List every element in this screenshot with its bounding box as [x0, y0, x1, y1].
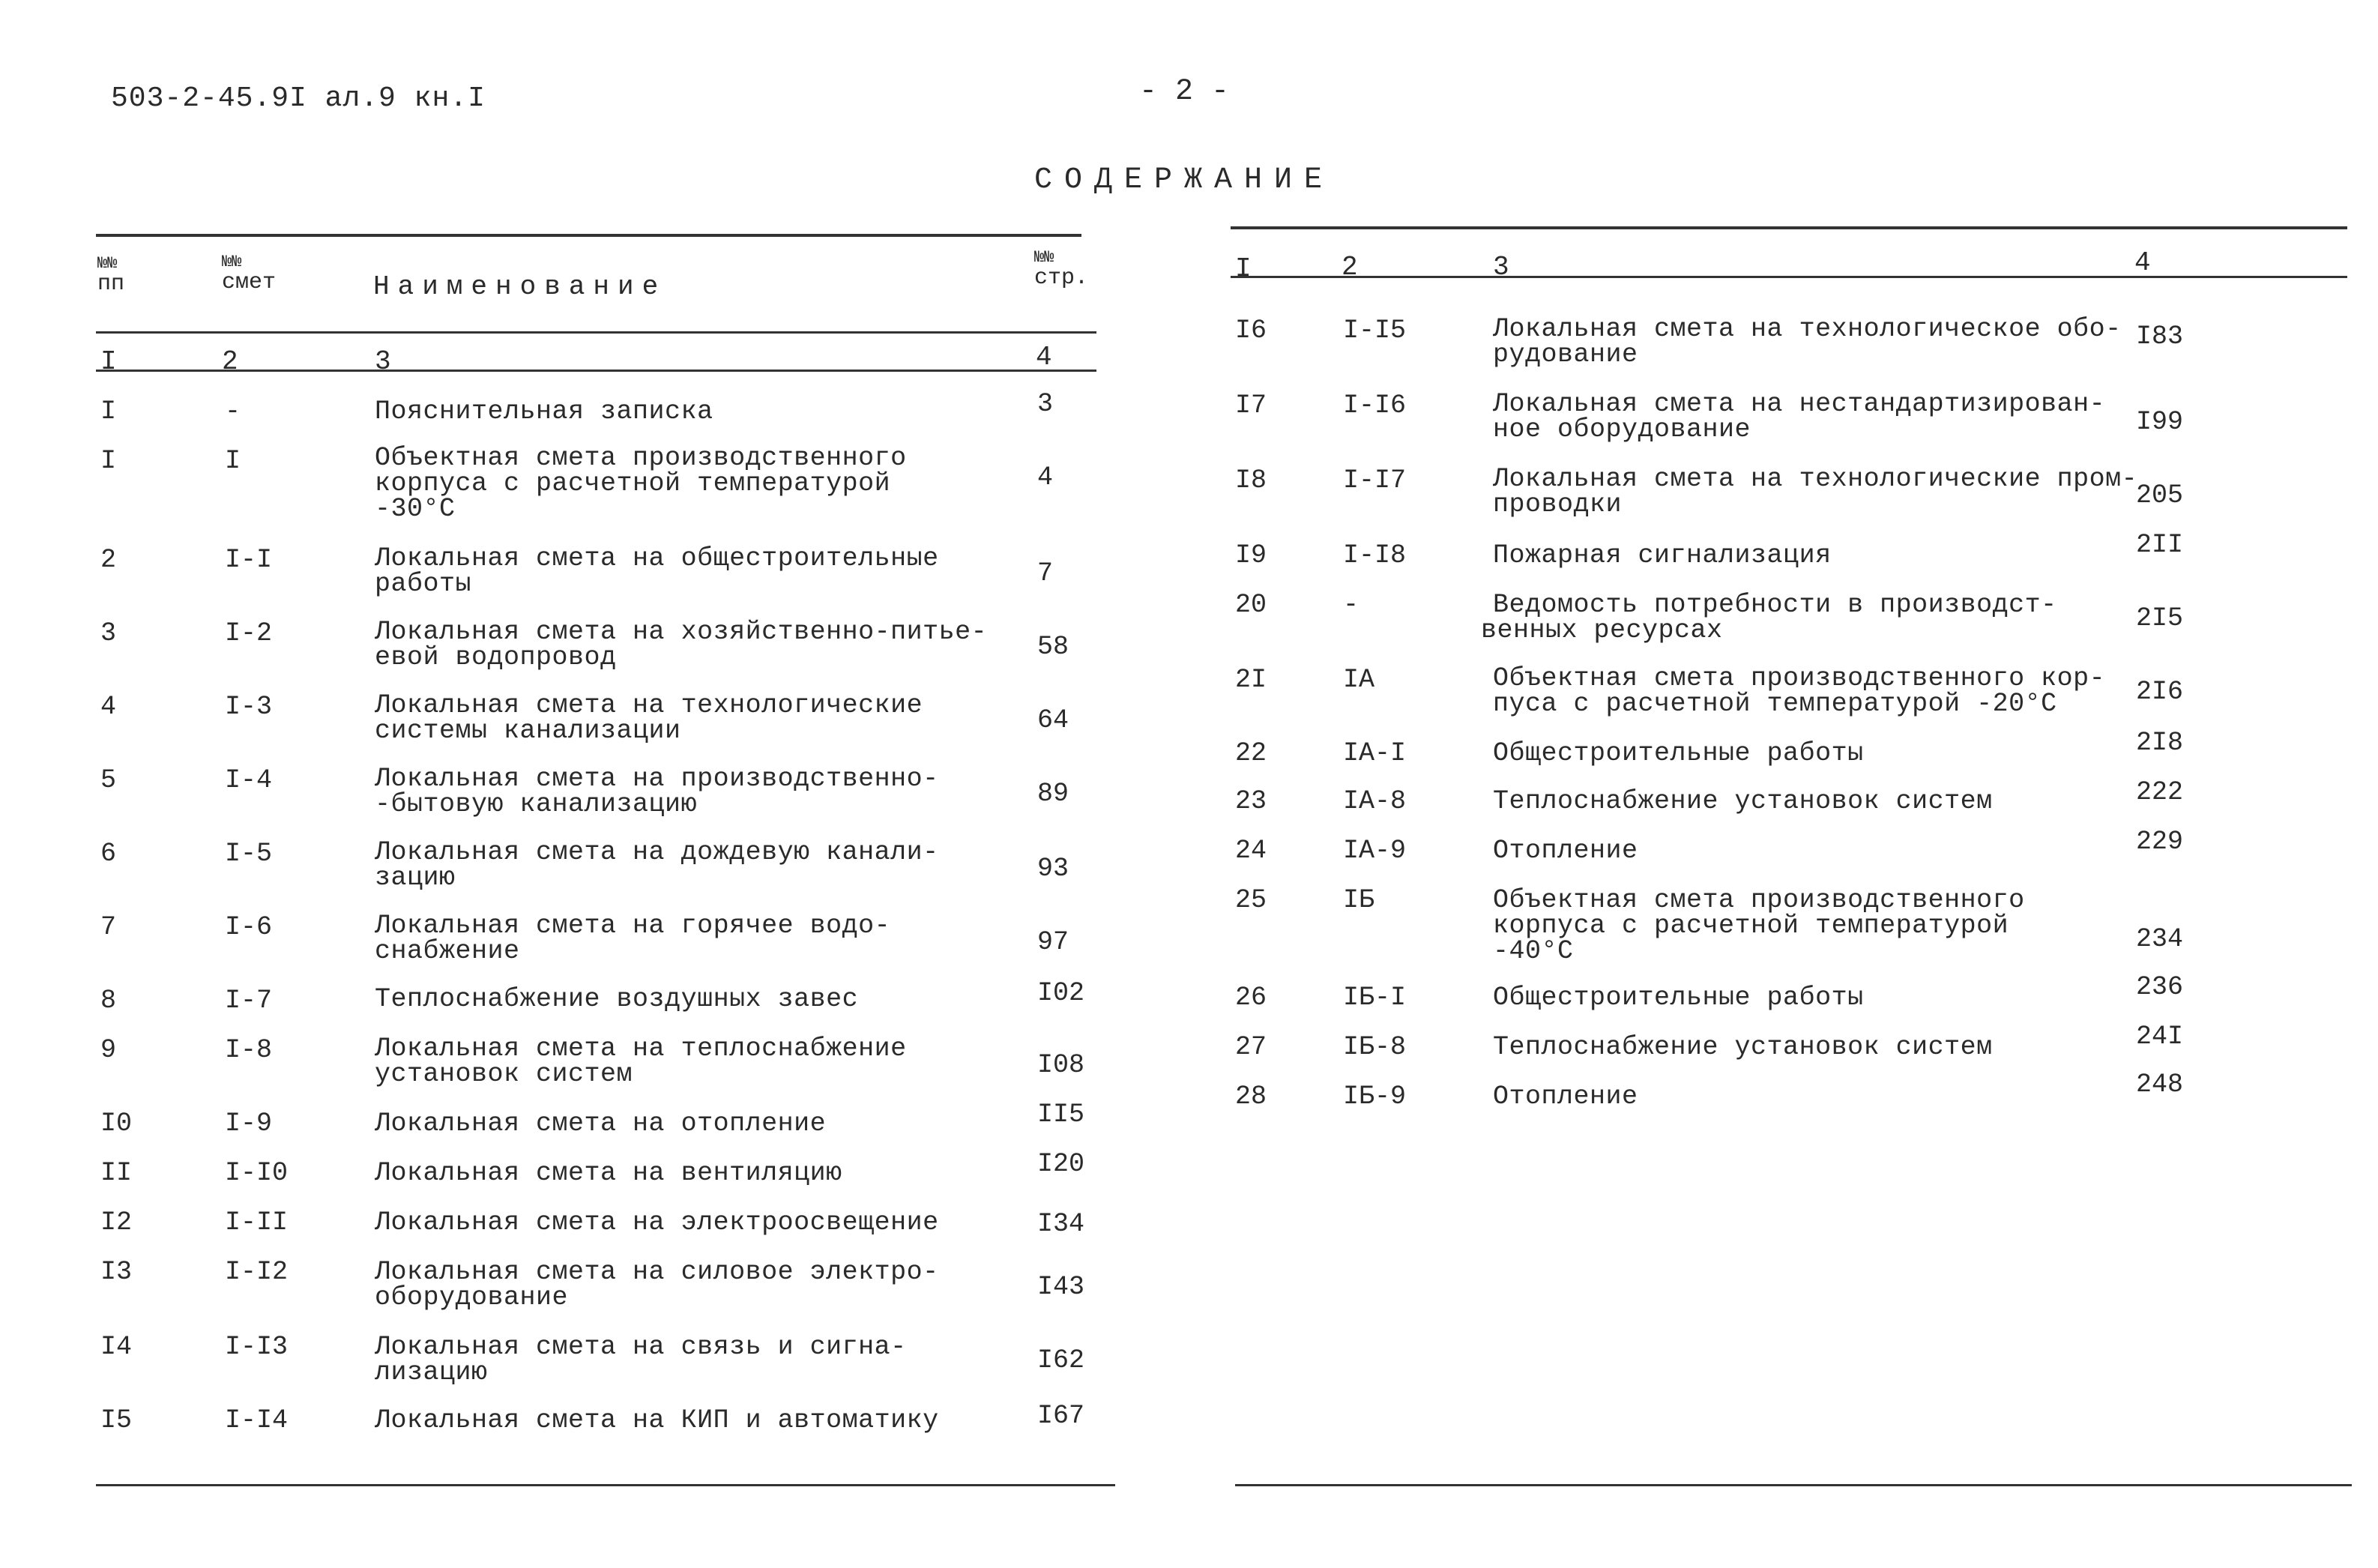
page-title: СОДЕРЖАНИЕ	[1034, 163, 1335, 197]
row-number: 3	[100, 618, 117, 648]
item-name	[1493, 1082, 1638, 1112]
left-colnum-2: 2	[222, 346, 238, 377]
name-line: Теплоснабжение установок систем	[1493, 786, 1993, 816]
name-line: Локальная смета на силовое электро-	[375, 1257, 939, 1287]
left-colnum-1: I	[100, 346, 117, 377]
right-colnum-2: 2	[1342, 252, 1358, 283]
estimate-number: I-II	[225, 1207, 289, 1237]
left-colnum-4: 4	[1036, 342, 1052, 373]
estimate-number: IБ	[1343, 885, 1375, 915]
page-ref: 24I	[2136, 1022, 2184, 1052]
row-number: 23	[1235, 786, 1267, 816]
row-number: 20	[1235, 590, 1267, 620]
item-name	[1493, 466, 2137, 517]
name-line: Объектная смета производственного кор-	[1493, 663, 2106, 693]
left-table-colnum-rule	[96, 370, 1096, 372]
row-number: 5	[100, 765, 117, 795]
name-line: корпуса с расчетной температурой	[1493, 911, 2009, 941]
col1-header-line1: №№	[97, 254, 118, 273]
right-colnum-1: I	[1235, 253, 1252, 284]
item-name	[375, 913, 890, 964]
col2-header-line2: смет	[222, 270, 277, 295]
item-name	[1493, 540, 1832, 570]
right-colnum-3: 3	[1493, 252, 1509, 283]
name-line: Локальная смета на вентиляцию	[375, 1158, 842, 1188]
col2-header-line1: №№	[222, 253, 242, 271]
name-line: Локальная смета на производственно-	[375, 764, 939, 794]
item-name	[1493, 887, 2025, 964]
estimate-number: I-I4	[225, 1405, 289, 1435]
row-number: 22	[1235, 738, 1267, 768]
estimate-number: I	[225, 446, 241, 476]
row-number: 24	[1235, 836, 1267, 866]
item-name	[1493, 1034, 1993, 1060]
name-line: Локальная смета на хозяйственно-питье-	[375, 617, 988, 647]
estimate-number: IА	[1343, 665, 1375, 695]
name-line: корпуса с расчетной температурой	[375, 468, 891, 498]
estimate-number: I-6	[225, 912, 273, 942]
col4-header-line2: стр.	[1034, 265, 1089, 291]
page-ref: 7	[1037, 558, 1054, 588]
name-line: Локальная смета на нестандартизирован-	[1493, 389, 2106, 419]
name-line: Локальная смета на электроосвещение	[375, 1207, 939, 1237]
name-line: пуса с расчетной температурой -20°С	[1493, 689, 2057, 719]
item-name	[375, 1207, 939, 1237]
page-ref: I67	[1037, 1401, 1085, 1431]
name-line: оборудование	[375, 1282, 569, 1312]
right-table-bottom-rule	[1235, 1484, 2352, 1486]
page-ref: I62	[1037, 1345, 1085, 1375]
row-number: 2I	[1235, 665, 1267, 695]
col4-header-line1: №№	[1034, 248, 1054, 267]
estimate-number: IБ-8	[1343, 1032, 1407, 1062]
item-name	[375, 1036, 907, 1087]
page-ref: 229	[2136, 827, 2184, 857]
left-header-col4	[1034, 249, 1088, 289]
page-ref: 248	[2136, 1070, 2184, 1100]
estimate-number: IБ-I	[1343, 983, 1407, 1013]
name-line: Локальная смета на дождевую канали-	[375, 837, 939, 867]
page-ref: I02	[1037, 978, 1085, 1008]
left-header-col1	[97, 255, 124, 295]
row-number: I2	[100, 1207, 133, 1237]
item-name	[375, 1160, 842, 1186]
row-number: I6	[1235, 316, 1267, 346]
name-line: Общестроительные работы	[1493, 738, 1864, 768]
estimate-number: IА-9	[1343, 836, 1407, 866]
name-line: Локальная смета на теплоснабжение	[375, 1034, 907, 1064]
page-ref: 4	[1037, 462, 1054, 492]
item-name	[1493, 983, 1864, 1013]
estimate-number: I-2	[225, 618, 273, 648]
name-line: лизацию	[375, 1357, 488, 1387]
name-line: -бытовую канализацию	[375, 789, 698, 819]
name-line: -40°С	[1493, 936, 1574, 966]
item-name	[375, 619, 987, 670]
row-number: 6	[100, 839, 117, 869]
item-name	[1493, 788, 1993, 814]
item-name	[375, 690, 923, 746]
page-ref: 2II	[2136, 530, 2184, 560]
estimate-number: I-I6	[1343, 391, 1407, 420]
item-name	[1493, 738, 1864, 768]
page-ref: 58	[1037, 632, 1069, 662]
item-name	[375, 1405, 939, 1435]
page-number: - 2 -	[1139, 75, 1230, 109]
name-line: Локальная смета на технологическое обо-	[1493, 314, 2122, 344]
item-name	[1493, 314, 2122, 370]
name-line: Локальная смета на общестроительные	[375, 543, 939, 573]
name-line: Пожарная сигнализация	[1493, 540, 1832, 570]
name-line: Локальная смета на горячее водо-	[375, 911, 891, 941]
document-code: 503-2-45.9I ал.9 кн.I	[111, 82, 486, 115]
col1-header-line2: пп	[97, 271, 125, 297]
item-name	[375, 445, 907, 522]
estimate-number: I-7	[225, 986, 273, 1016]
page-ref: 236	[2136, 972, 2184, 1002]
row-number: I9	[1235, 540, 1267, 570]
name-line: венных ресурсах	[1481, 615, 1723, 645]
estimate-number: I-3	[225, 692, 273, 722]
item-name	[375, 837, 939, 893]
left-table-top-rule	[96, 234, 1081, 237]
row-number: 2	[100, 545, 117, 575]
estimate-number: IА-I	[1343, 738, 1407, 768]
name-line: Теплоснабжение воздушных завес	[375, 984, 859, 1014]
name-line: Отопление	[1493, 1082, 1638, 1112]
estimate-number: I-I2	[225, 1257, 289, 1287]
name-line: Локальная смета на связь и сигна-	[375, 1332, 907, 1362]
row-number: II	[100, 1158, 133, 1188]
left-colnum-3: 3	[375, 346, 391, 377]
name-line: евой водопровод	[375, 642, 617, 672]
row-number: 25	[1235, 885, 1267, 915]
item-name	[1481, 592, 2057, 643]
page-ref: 93	[1037, 854, 1069, 884]
page-ref: 222	[2136, 777, 2184, 807]
name-line: Ведомость потребности в производст-	[1493, 590, 2057, 620]
row-number: I8	[1235, 465, 1267, 495]
item-name	[375, 1109, 827, 1139]
page-ref: 64	[1037, 705, 1069, 735]
row-number: 7	[100, 912, 117, 942]
row-number: 9	[100, 1035, 117, 1065]
row-number: 8	[100, 986, 117, 1016]
item-name	[375, 543, 939, 599]
page-ref: II5	[1037, 1100, 1085, 1130]
name-line: работы	[375, 569, 472, 599]
name-line: Отопление	[1493, 836, 1638, 866]
estimate-number: I-I8	[1343, 540, 1407, 570]
name-line: Пояснительная записка	[375, 396, 713, 426]
name-line: Объектная смета производственного	[1493, 885, 2025, 915]
page-ref: 2I5	[2136, 603, 2184, 633]
name-line: ное оборудование	[1493, 414, 1751, 444]
row-number: I	[100, 396, 117, 426]
right-table-colnum-rule	[1231, 276, 2347, 278]
estimate-number: I-4	[225, 765, 273, 795]
left-header-col2	[222, 253, 276, 294]
name-line: системы канализации	[375, 716, 681, 746]
page-ref: 89	[1037, 779, 1069, 809]
item-name	[375, 1334, 907, 1385]
estimate-number: I-8	[225, 1035, 273, 1065]
left-table-header-rule	[96, 331, 1096, 334]
page-ref: 2I6	[2136, 677, 2184, 707]
item-name	[375, 1259, 939, 1310]
row-number: I0	[100, 1109, 133, 1139]
row-number: 4	[100, 692, 117, 722]
left-header-col3: Наименование	[373, 271, 667, 302]
page-ref: 234	[2136, 924, 2184, 954]
item-name	[375, 986, 858, 1012]
page-ref: I43	[1037, 1272, 1085, 1302]
page-ref: 2I8	[2136, 728, 2184, 758]
row-number: I7	[1235, 391, 1267, 420]
right-colnum-4: 4	[2134, 247, 2151, 278]
estimate-number: I-I3	[225, 1332, 289, 1362]
name-line: Локальная смета на технологические пром-	[1493, 464, 2138, 494]
item-name	[375, 766, 939, 817]
page-ref: I20	[1037, 1149, 1085, 1179]
estimate-number: -	[225, 396, 241, 426]
page-ref: I34	[1037, 1209, 1085, 1239]
item-name	[1493, 391, 2105, 442]
name-line: зацию	[375, 863, 456, 893]
row-number: 28	[1235, 1082, 1267, 1112]
name-line: Общестроительные работы	[1493, 983, 1864, 1013]
estimate-number: IБ-9	[1343, 1082, 1407, 1112]
item-name	[375, 396, 713, 426]
estimate-number: I-I5	[1343, 316, 1407, 346]
row-number: I3	[100, 1257, 133, 1287]
name-line: проводки	[1493, 489, 1623, 519]
item-name	[1493, 663, 2106, 719]
estimate-number: I-I7	[1343, 465, 1407, 495]
estimate-number: -	[1343, 590, 1359, 620]
row-number: 27	[1235, 1032, 1267, 1062]
estimate-number: I-9	[225, 1109, 273, 1139]
name-line: рудование	[1493, 340, 1638, 370]
estimate-number: IА-8	[1343, 786, 1407, 816]
right-table-top-rule	[1231, 226, 2347, 229]
row-number: I5	[100, 1405, 133, 1435]
estimate-number: I-I	[225, 545, 273, 575]
name-line: установок систем	[375, 1059, 633, 1089]
row-number: 26	[1235, 983, 1267, 1013]
page-ref: 3	[1037, 389, 1054, 419]
name-line: Теплоснабжение установок систем	[1493, 1032, 1993, 1062]
page-ref: I08	[1037, 1050, 1085, 1080]
estimate-number: I-5	[225, 839, 273, 869]
row-number: I	[100, 446, 117, 476]
page-ref: 205	[2136, 480, 2184, 510]
left-table-bottom-rule	[96, 1484, 1115, 1486]
page-ref: 97	[1037, 927, 1069, 957]
name-line: Локальная смета на КИП и автоматику	[375, 1405, 939, 1435]
page-ref: I99	[2136, 407, 2184, 437]
name-line: Объектная смета производственного	[375, 443, 907, 473]
row-number: I4	[100, 1332, 133, 1362]
name-line: Локальная смета на отопление	[375, 1109, 827, 1139]
estimate-number: I-I0	[225, 1158, 289, 1188]
name-line: Локальная смета на технологические	[375, 690, 923, 720]
name-line: -30°С	[375, 494, 456, 524]
item-name	[1493, 836, 1638, 866]
name-line: снабжение	[375, 936, 520, 966]
page-ref: I83	[2136, 322, 2184, 352]
